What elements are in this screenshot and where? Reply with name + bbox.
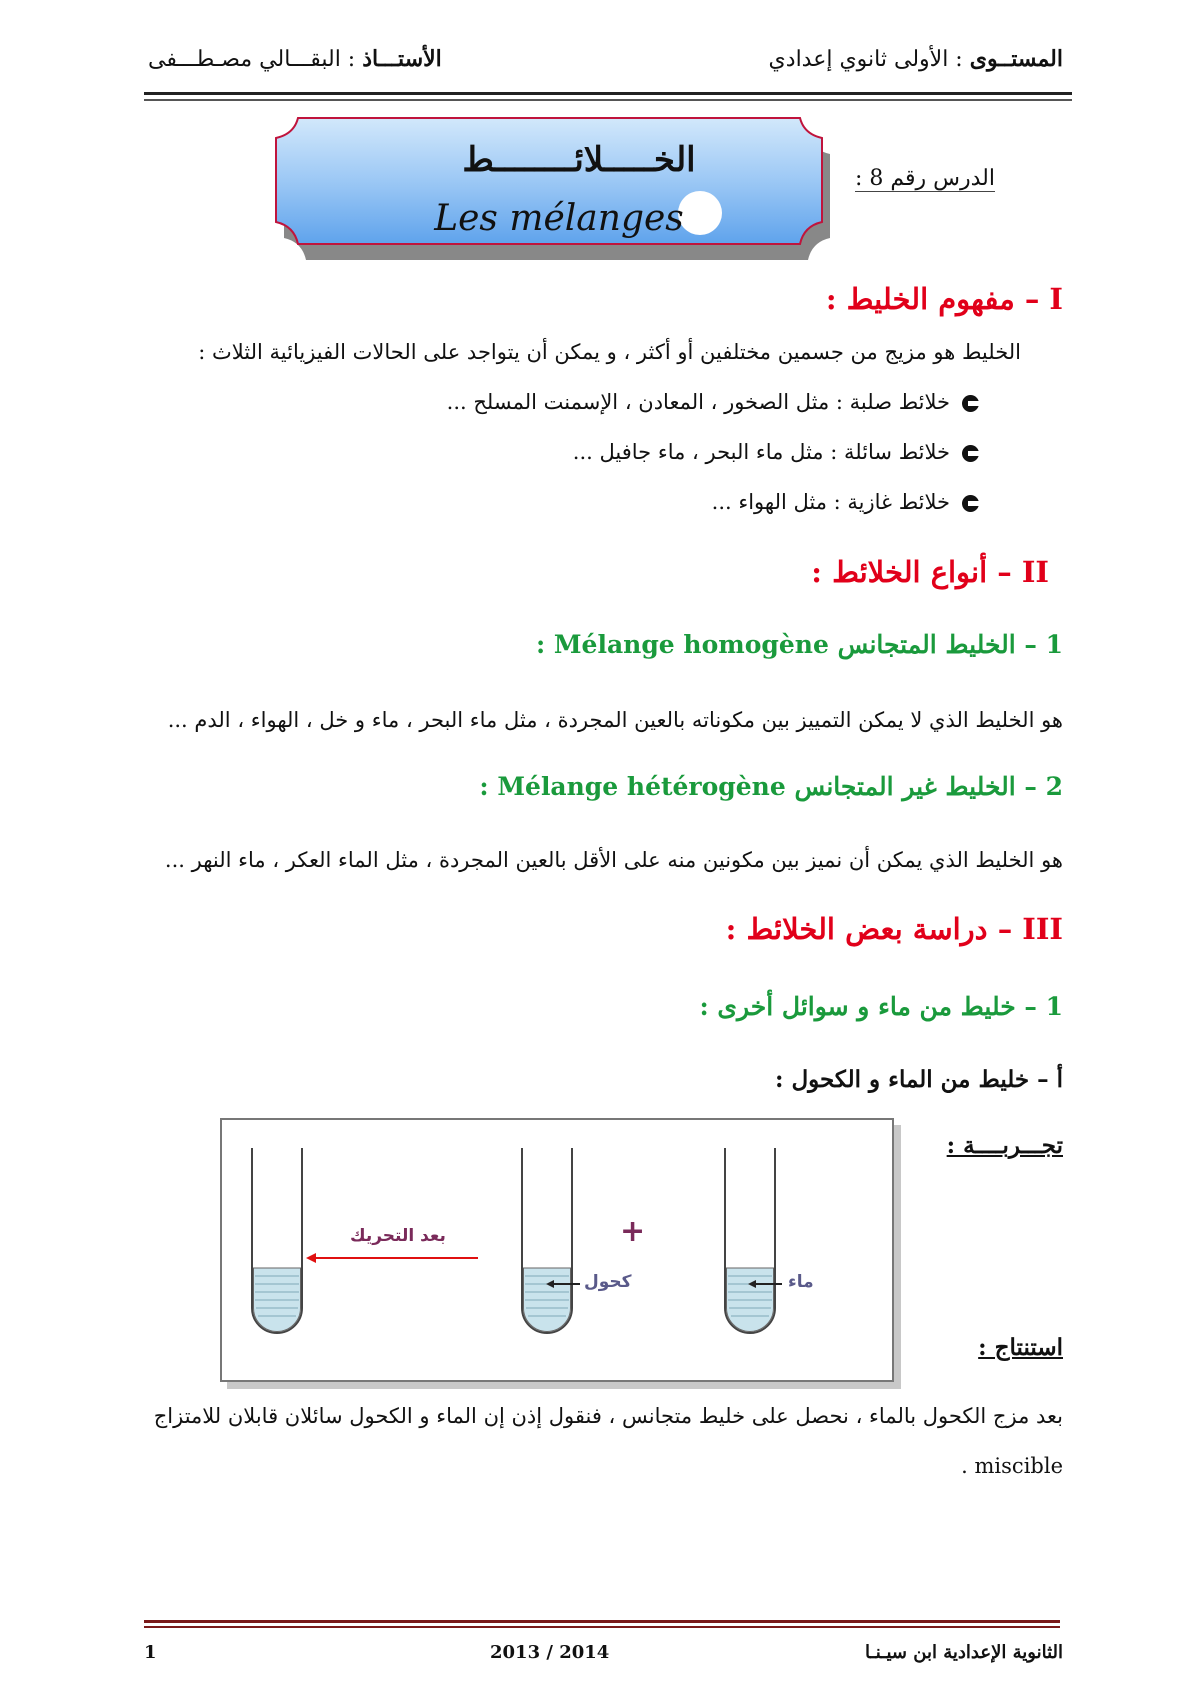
header-rule [144,92,1072,95]
section-2-text-2: هو الخليط الذي يمكن أن نميز بين مكونين منه على الأقل بالعين المجردة ، مثل الماء العكر ، ماء النهر ... [164,848,1063,872]
school-year: 2013 / 2014 [490,1642,610,1663]
conclusion-line-1: بعد مزج الكحول بالماء ، نحصل على خليط متجانس ، فنقول إذن إن الماء و الكحول سائلان قابلان للامتزاج [153,1404,1063,1428]
experiment-diagram [222,1120,892,1380]
experiment-label: تجـــربــــة : [946,1132,1063,1159]
teacher-value: : البقـــالي مصـطـــفى [148,47,356,72]
title-plate [268,112,838,268]
section-2-sub-2: 2 – الخليط غير المتجانس Mélange hétérogène : [479,772,1063,801]
header-level [769,46,1063,72]
bullet-arrow-icon [962,445,979,462]
bullet-text: خلائط غازية : مثل الهواء ... [711,490,950,514]
section-2-sub-1: 1 – الخليط المتجانس Mélange homogène : [535,630,1063,659]
bullet-arrow-icon [962,495,979,512]
section-1-heading: I – مفهوم الخليط : [825,282,1063,316]
conclusion-label: استنتاج : [978,1334,1063,1361]
title-arabic: الخـــــلائــــــــط [462,140,696,180]
stirring-arrowhead [306,1253,316,1263]
header-teacher [148,46,442,72]
experiment-figure [220,1118,894,1382]
bullet-text: خلائط سائلة : مثل ماء البحر ، ماء جافيل ... [572,440,950,464]
header-rule-secondary [144,99,1072,101]
bullet-arrow-icon [962,395,979,412]
bullet-solid [447,390,979,414]
section-3-heading: III – دراسة بعض الخلائط : [725,912,1063,946]
part-a-title: أ – خليط من الماء و الكحول : [774,1066,1063,1093]
bullet-gas [712,490,979,514]
water-label: ماء [788,1272,814,1292]
lesson-number: الدرس رقم 8 : [854,166,995,191]
footer-rule [144,1620,1060,1623]
school-name: الثانوية الإعدادية ابن سيـنـا [865,1642,1063,1663]
plus-sign: + [620,1214,646,1249]
section-2-text-1: هو الخليط الذي لا يمكن التمييز بين مكوناته بالعين المجردة ، مثل ماء البحر ، ماء و خل ، الهواء ، الدم ... [167,708,1063,732]
section-1-intro: الخليط هو مزيج من جسمين مختلفين أو أكثر ، و يمكن أن يتواجد على الحالات الفيزيائية الثلاث : [198,340,1021,364]
footer-rule-secondary [144,1626,1060,1628]
level-label: المستــوى [969,46,1063,72]
page-number: 1 [144,1642,157,1663]
title-french: Les mélanges [434,198,684,239]
bullet-text: خلائط صلبة : مثل الصخور ، المعادن ، الإسمنت المسلح ... [446,390,950,414]
title-plate-frame [268,112,838,268]
bullet-liquid [573,440,979,464]
after-stirring-label: بعد التحريك [350,1226,446,1246]
conclusion-line-2: . miscible [961,1454,1063,1478]
alcohol-label: كحول [584,1272,632,1292]
section-3-sub-1: 1 – خليط من ماء و سوائل أخرى : [699,992,1063,1021]
teacher-label: الأستـــاذ [362,46,442,72]
section-2-heading: II – أنواع الخلائط : [811,555,1049,589]
level-value: : الأولى ثانوي إعدادي [768,47,963,72]
